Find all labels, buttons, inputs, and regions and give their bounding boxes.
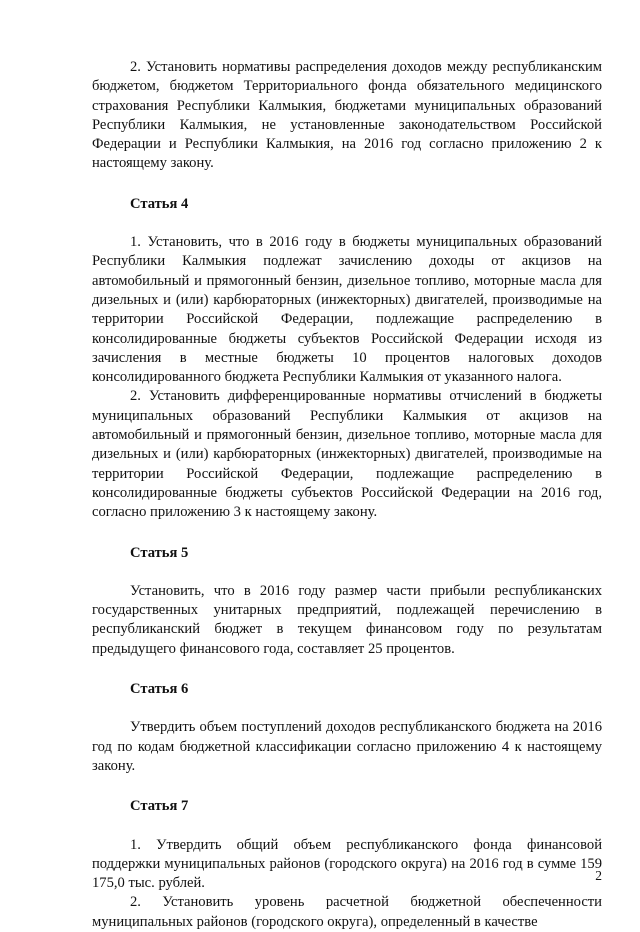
heading-article-5: Статья 5	[130, 544, 189, 561]
paragraph-article4-item2: 2. Установить дифференцированные нормативы отчислений в бюджеты муниципальных образований Республики Калмыкия от акцизов на автомобильный и прямогонный бензин, дизельное топливо, моторные масла для дизельных и (или) карбюраторных (инжекторных) двигателей, производимые на территории Российской Федерации, подлежащие распределению в консолидированные бюджеты субъектов Российской Федерации на 2016 год, согласно приложению 3 к настоящему закону.	[92, 388, 602, 521]
page-number: 2	[595, 868, 602, 883]
paragraph-article7-item2: 2. Установить уровень расчетной бюджетной обеспеченности муниципальных районов (городского округа), определенный в качестве	[92, 894, 602, 930]
spacer	[92, 563, 602, 582]
heading-article-4: Статья 4	[130, 195, 189, 212]
paragraph-article3-item2: 2. Установить нормативы распределения доходов между республиканским бюджетом, бюджетом Территориального фонда обязательного медицинского страхования Республики Калмыкия, бюджетами муниципальных образований Республики Калмыкия, не установленные законодательством Российской Федерации и Республики Калмыкия, на 2016 год согласно приложению 2 к настоящему закону.	[92, 59, 602, 172]
heading-article-6: Статья 6	[130, 681, 189, 698]
spacer	[92, 699, 602, 718]
paragraph-article4-item1: 1. Установить, что в 2016 году в бюджеты муниципальных образований Республики Калмыкия подлежат зачислению доходы от акцизов на автомобильный и прямогонный бензин, дизельное топливо, моторные масла для дизельных и (или) карбюраторных (инжекторных) двигателей, производимые на территории Российской Федерации, подлежащие распределению в консолидированные бюджеты субъектов Российской Федерации исходя из зачисления в местные бюджеты 10 процентов налоговых доходов консолидированного бюджета Республики Калмыкия от указанного налога.	[92, 234, 602, 386]
paragraph-article7-item1: 1. Утвердить общий объем республиканского фонда финансовой поддержки муниципальных районов (городского округа) на 2016 год в сумме 159 175,0 тыс. рублей.	[92, 836, 602, 892]
heading-article-7: Статья 7	[130, 798, 189, 815]
spacer	[92, 776, 602, 797]
paragraph-article6: Утвердить объем поступлений доходов республиканского бюджета на 2016 год по кодам бюджетной классификации согласно приложению 4 к настоящему закону.	[92, 719, 602, 774]
spacer	[92, 659, 602, 680]
spacer	[92, 523, 602, 544]
document-body	[92, 58, 602, 932]
spacer	[92, 174, 602, 195]
paragraph-article5: Установить, что в 2016 году размер части прибыли республиканских государственных унитарных предприятий, подлежащей перечислению в республиканский бюджет в текущем финансовом году по результатам предыдущего финансового года, составляет 25 процентов.	[92, 582, 602, 657]
spacer	[92, 817, 602, 836]
spacer	[92, 214, 602, 233]
